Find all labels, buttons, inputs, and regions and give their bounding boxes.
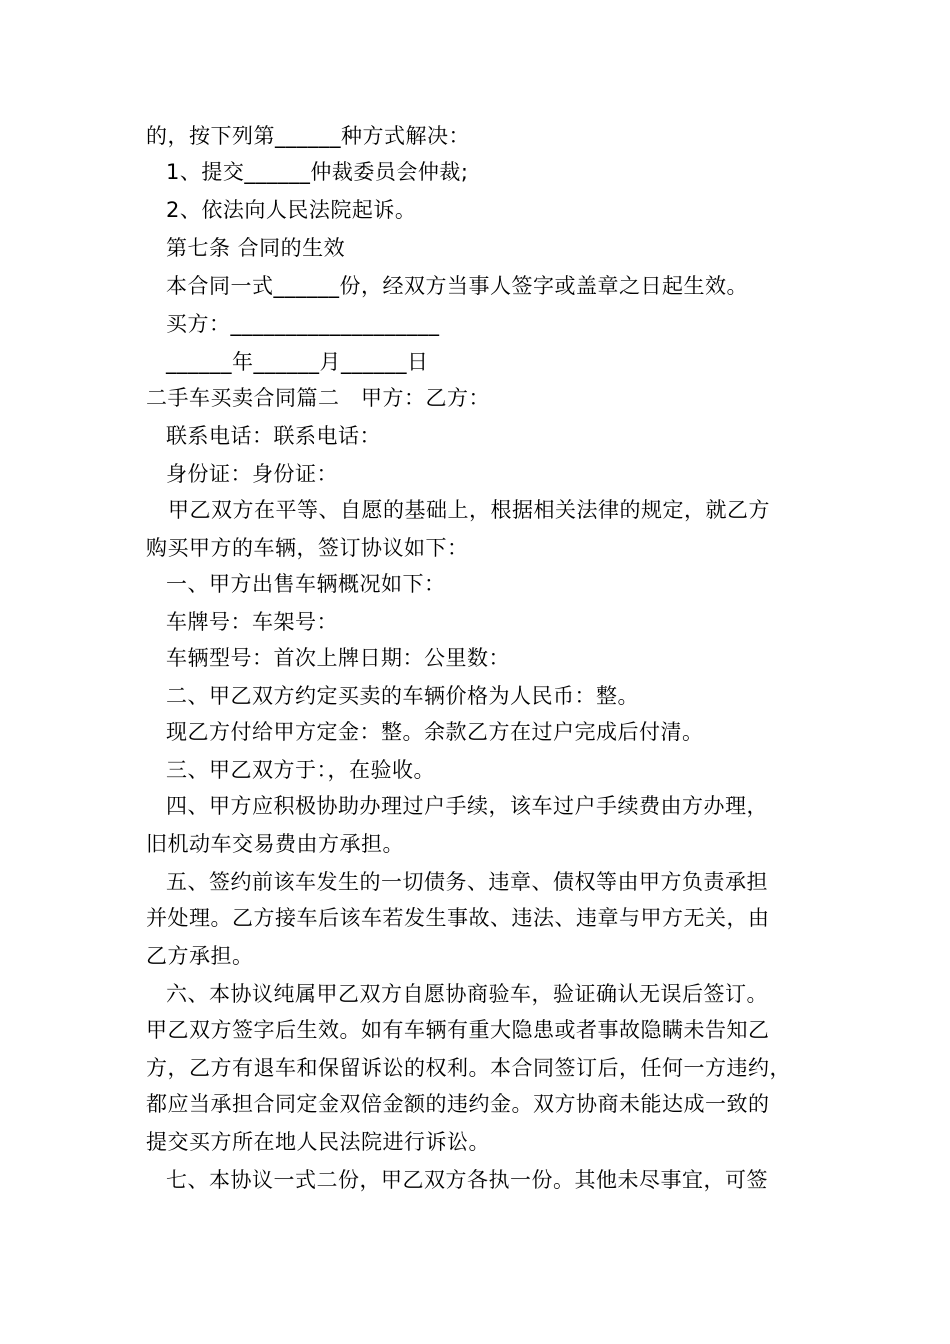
text-line: 旧机动车交易费由方承担。 — [146, 832, 404, 856]
text-line: 提交买方所在地人民法院进行诉讼。 — [146, 1130, 490, 1154]
text-line: 六、本协议纯属甲乙双方自愿协商验车，验证确认无误后签订。 — [166, 982, 768, 1006]
text-line: 车辆型号：首次上牌日期：公里数： — [166, 646, 510, 670]
text-line: 一、甲方出售车辆概况如下： — [166, 572, 446, 596]
text-line: 2、依法向人民法院起诉。 — [166, 198, 417, 222]
text-line: 乙方承担。 — [146, 944, 254, 968]
text-line: 的，按下列第______种方式解决： — [146, 124, 470, 148]
text-line: 车牌号：车架号： — [166, 610, 338, 634]
text-line: 并处理。乙方接车后该车若发生事故、违法、违章与甲方无关，由 — [146, 906, 770, 930]
text-line: 都应当承担合同定金双倍金额的违约金。双方协商未能达成一致的 — [146, 1092, 770, 1116]
text-line: 七、本协议一式二份，甲乙双方各执一份。其他未尽事宜，可签 — [166, 1168, 768, 1192]
text-line: 方，乙方有退车和保留诉讼的权利。本合同签订后，任何一方违约， — [146, 1056, 791, 1080]
text-line: 甲乙双方在平等、自愿的基础上，根据相关法律的规定，就乙方 — [168, 498, 770, 522]
text-line: 本合同一式______份，经双方当事人签字或盖章之日起生效。 — [166, 274, 748, 298]
section-heading: 第七条 合同的生效 — [166, 236, 346, 260]
contract-title: 二手车买卖合同篇二 甲方：乙方： — [146, 386, 490, 410]
date-line: ______年______月______日 — [166, 350, 429, 374]
text-line: 1、提交______仲裁委员会仲裁; — [166, 160, 469, 184]
text-line: 现乙方付给甲方定金：整。余款乙方在过户完成后付清。 — [166, 720, 704, 744]
text-line: 五、签约前该车发生的一切债务、违章、债权等由甲方负责承担 — [166, 870, 768, 894]
text-line: 二、甲乙双方约定买卖的车辆价格为人民币：整。 — [166, 684, 639, 708]
text-line: 购买甲方的车辆，签订协议如下： — [146, 536, 469, 560]
text-line: 三、甲乙双方于：，在验收。 — [166, 758, 435, 782]
text-line: 联系电话：联系电话： — [166, 424, 381, 448]
buyer-signature-line: 买方：___________________ — [166, 312, 440, 336]
text-line: 甲乙双方签字后生效。如有车辆有重大隐患或者事故隐瞒未告知乙 — [146, 1018, 770, 1042]
text-line: 四、甲方应积极协助办理过户手续，该车过户手续费由方办理， — [166, 794, 768, 818]
text-line: 身份证：身份证： — [166, 462, 338, 486]
